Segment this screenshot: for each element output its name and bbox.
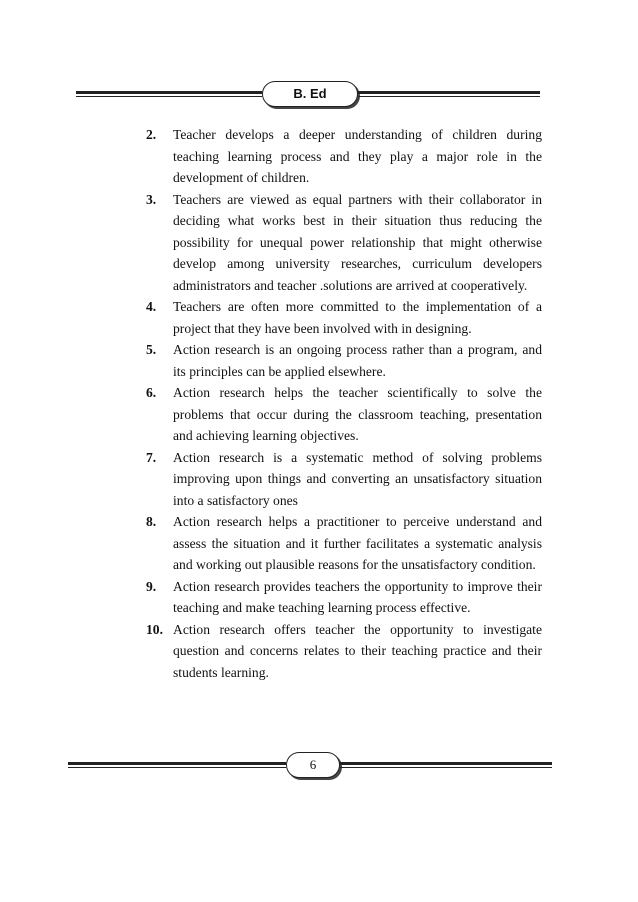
list-item-text: Teachers are often more committed to the implementation of a project that they have been involved with in designing. (173, 299, 542, 336)
list-item (146, 576, 542, 619)
list-item-text: Teachers are viewed as equal partners with their collaborator in deciding what works best in their situation thus reducing the possibility for unequal power relationship that might otherwise develop among university researches, curriculum developers administrators and teacher .solutions are arrived at cooperatively. (173, 191, 542, 293)
page-header (0, 80, 638, 110)
list-item (146, 447, 542, 512)
list-item-text: Action research offers teacher the opportunity to investigate question and concerns relates to their teaching practice and their students learning. (173, 621, 542, 680)
list-item-text: Action research is a systematic method of solving problems improving upon things and converting an unsatisfactory situation into a satisfactory ones (173, 449, 542, 508)
list-item-text: Action research helps the teacher scientifically to solve the problems that occur during the classroom teaching, presentation and achieving learning objectives. (173, 385, 542, 443)
numbered-list (146, 124, 542, 683)
list-item (146, 189, 542, 297)
page-content (146, 124, 542, 683)
list-item-number: 9. (146, 578, 157, 594)
list-item-number: 5. (146, 342, 157, 357)
header-title: B. Ed (262, 81, 358, 107)
footer-rule-left (68, 762, 286, 768)
list-item-number: 4. (146, 299, 157, 314)
page-footer (0, 751, 638, 781)
page-number: 6 (286, 752, 340, 778)
list-item-text: Teacher develops a deeper understanding of children during teaching learning process and they play a major role in the development of children. (173, 127, 542, 185)
list-item-number: 7. (146, 449, 157, 465)
list-item-text: Action research is an ongoing process rather than a program, and its principles can be applied elsewhere. (173, 342, 542, 379)
list-item (146, 339, 542, 382)
footer-rule-right (340, 762, 552, 768)
list-item (146, 382, 542, 447)
list-item-number: 10. (146, 621, 163, 637)
list-item-number: 8. (146, 514, 157, 529)
list-item-number: 6. (146, 385, 157, 400)
list-item (146, 124, 542, 189)
list-item (146, 511, 542, 576)
header-rule-right (358, 91, 540, 97)
list-item (146, 296, 542, 339)
list-item-text: Action research provides teachers the opportunity to improve their teaching and make teaching learning process effective. (173, 578, 542, 615)
list-item-text: Action research helps a practitioner to perceive understand and assess the situation and it further facilitates a systematic analysis and working out plausible reasons for the unsatisfactory condition. (173, 514, 542, 572)
list-item (146, 619, 542, 684)
list-item-number: 3. (146, 191, 157, 207)
list-item-number: 2. (146, 127, 157, 142)
header-rule-left (76, 91, 262, 97)
